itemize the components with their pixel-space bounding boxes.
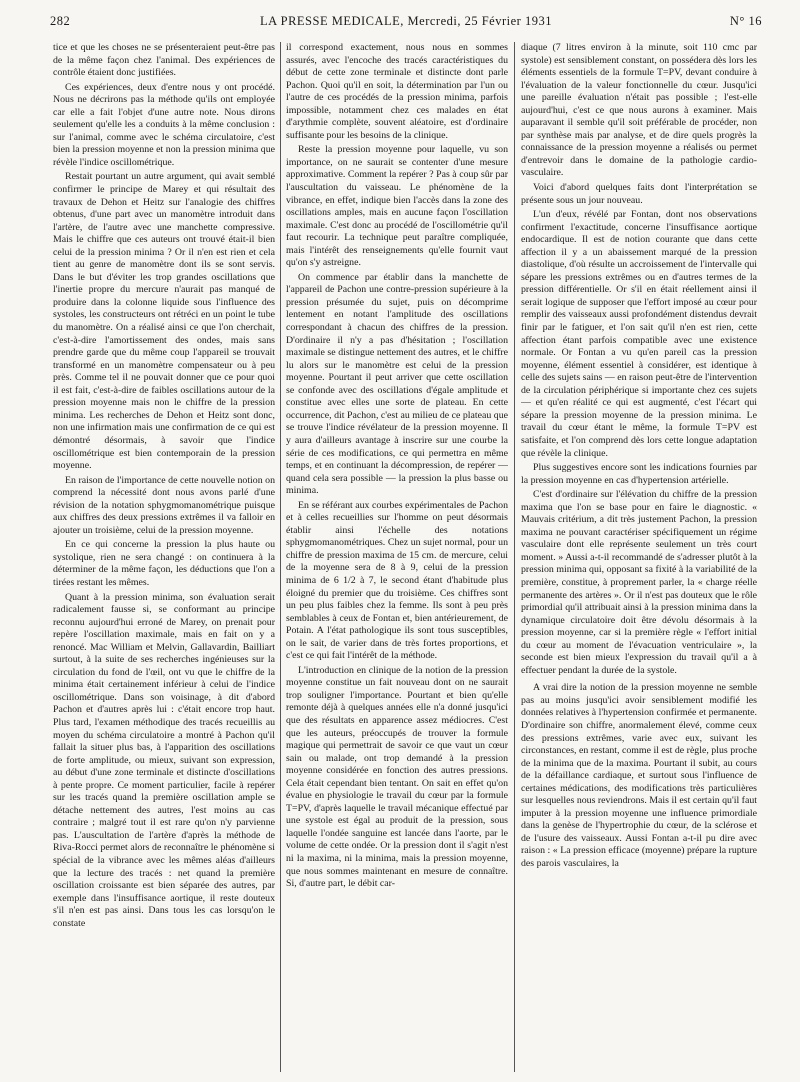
paragraph: il correspond exactement, nous nous en sommes assurés, avec l'encoche des tracés caractéristiques du début de cette zone terminale et distincte dont parle Pachon. Quoi qu'il en soit, la détermination par l'un ou l'autre de ces procédés de la pression minima, parfois impossible, notamment chez ces malades en état d'arythmie complète, souvent aléatoire, est d'ordinaire suffisante pour les besoins de la clinique. [286, 42, 508, 141]
column-divider-1 [280, 42, 281, 1072]
paragraph: En se référant aux courbes expérimentales de Pachon et à celles recueillies sur l'homme on peut désormais établir ainsi l'échelle des notations sphygmomanométriques. Chez un sujet normal, pour un chiffre de pression maxima de 15 cm. de mercure, celui de la moyenne sera de 8 à 9, celui de la pression minima de 6 1/2 à 7, le second étant d'habitude plus éloigné du premier que du troisième. Ces chiffres sont un peu plus faibles chez la femme. Ils sont à peu près semblables à ceux de Fontan et, bien antérieurement, de Potain. A l'état pathologique ils sont tous susceptibles, on le sait, de varier dans de très fortes proportions, et c'est ce qui fait l'intérêt de la méthode. [286, 499, 508, 662]
paragraph: Plus suggestives encore sont les indications fournies par la pression moyenne en cas d'hypertension artérielle. [521, 462, 757, 486]
paragraph: Quant à la pression minima, son évaluation serait radicalement fausse si, se conformant au principe reconnu aujourd'hui erroné de Marey, on prenait pour repère l'oscillation maximale, mais en fait on y a renoncé. Mac William et Melvin, Gallavardin, Bailliart surtout, à la suite de ses recherches ingénieuses sur la circulation du fond de l'œil, ont vu que le chiffre de la minima était certainement inférieur à celui de l'indice oscillométrique. Dans son voisinage, à dit d'abord Pachon et d'autres après lui : c'était encore trop haut. Plus tard, l'examen méthodique des tracés recueillis au moyen du schéma circulatoire a montré à Pachon qu'il fallait la situer plus bas, à l'apparition des oscillations de forte amplitude, ou mieux, suivant son expression, au début d'une zone terminale et distincte d'oscillations à pente propre. Ce moment particulier, facile à repérer sur les tracés quand la première oscillation ample se détache nettement des autres, l'est moins au cas contraire ; malgré tout il est rare qu'on n'y parvienne pas. L'auscultation de l'artère d'après la méthode de Riva-Rocci permet alors de reconnaître le phénomène si spécial de la vibrance avec les mêmes aléas d'ailleurs que la lecture des tracés : net quand la première oscillation croissante est bien séparée des autres, par exemple dans l'insuffisance aortique, il reste douteux s'il n'en est pas ainsi. Dans tous les cas lorsqu'on le constate [53, 591, 275, 929]
journal-title: LA PRESSE MEDICALE, Mercredi, 25 Février 1931 [260, 14, 552, 28]
paragraph: En raison de l'importance de cette nouvelle notion on comprend la nécessité dont nous avons parlé d'une révision de la notation sphygmomanométrique puisque aux chiffres des deux pressions extrêmes il va falloir en ajouter un troisième, celui de la pression moyenne. [53, 474, 275, 536]
paragraph: A vrai dire la notion de la pression moyenne ne semble pas au moins jusqu'ici avoir sensiblement modifié les données relatives à l'hypertension confirmée et permanente. D'ordinaire son chiffre, anormalement élevé, comme ceux des pressions extrêmes, varie avec eux, suivant les circonstances, en restant, comme il est de règle, plus proche de la minima que de la maxima. Pourtant il subit, au cours de la défaillance cardiaque, et surtout sous l'influence de certaines médications, des modifications très particulières sur lesquelles nous reviendrons. Mais il est certain qu'il faut imputer à la pression moyenne une influence primordiale dans la genèse de l'hypertrophie du cœur, de la sclérose et de l'usure des vaisseaux. Aussi Fontan a-t-il pu dire avec raison : « La pression efficace (moyenne) prépare la rupture des parois vasculaires, la [521, 682, 757, 869]
paragraph: tice et que les choses ne se présenteraient peut-être pas de la même façon chez l'animal. Des expériences de contrôle étaient donc justifiées. [53, 42, 275, 79]
paragraph: En ce qui concerne la pression la plus haute ou systolique, rien ne sera changé : on continuera à la déterminer de la même façon, les déductions que l'on a tirées restant les mêmes. [53, 539, 275, 588]
text-column-2 [286, 42, 508, 1077]
paragraph: Reste la pression moyenne pour laquelle, vu son importance, on ne saurait se contenter d'une mesure approximative. Comment la repérer ? Pas à coup sûr par l'auscultation du vaisseau. Le phénomène de la vibrance, en effet, indique bien l'accès dans la zone des oscillations amples, mais en aucune façon l'oscillation maximale. C'est donc au procédé de l'oscillométrie qu'il faut recourir. La technique peut paraître compliquée, mais l'intérêt des renseignements qu'elle fournit vaut qu'on s'y astreigne. [286, 144, 508, 269]
issue-number: N° 16 [729, 14, 762, 28]
paragraph: L'un d'eux, révélé par Fontan, dont nos observations confirment l'exactitude, concerne l'insuffisance aortique endocardique. Il est de notion courante que dans cette affection il y a un abaissement marqué de la pression diastolique, d'où résulte un accroissement de l'intervalle qui sépare les pressions extrêmes ou en d'autres termes de la pression différentielle. Or s'il en était réellement ainsi il serait logique de supposer que l'effort imposé au cœur pour remplir des vaisseaux aussi profondément distendus devrait finir par le fatiguer, et l'on sait qu'il n'en est rien, cette affection étant parfois compatible avec une existence normale. Or Fontan a vu qu'en pareil cas la pression moyenne, élément essentiel à considérer, est identique à celle des sujets sains — en raison peut-être de l'intervention de la circulation périphérique si importante chez ces sujets — et qu'en réalité ce qui est augmenté, c'est l'écart qui sépare la pression moyenne de la pression minima. Le travail du cœur étant le même, la formule T=PV est satisfaite, et l'on comprend dès lors cette longue adaptation que révèle la clinique. [521, 209, 757, 459]
paragraph: On commence par établir dans la manchette de l'appareil de Pachon une contre-pression supérieure à la pression présumée du sujet, puis on décomprime lentement en notant l'amplitude des oscillations correspondant à chacun des chiffres de la pression. D'ordinaire il n'y a pas d'hésitation ; l'oscillation maximale se distingue nettement des autres, et le chiffre lu alors sur le manomètre est celui de la pression moyenne. Pourtant il peut arriver que cette oscillation se confonde avec des oscillations d'égale amplitude et constitue avec elles une sorte de plateau. En cette occurrence, dit Pachon, c'est au milieu de ce plateau que se trouve l'indice révélateur de la pression moyenne. Il y aura d'ailleurs avantage à inscrire sur une courbe la série de ces modifications, ce qui permettra en même temps, et en continuant la décompression, de repérer — quand cela sera possible — la pression la plus basse ou minima. [286, 271, 508, 497]
text-column-1 [53, 42, 275, 1077]
paragraph: Ces expériences, deux d'entre nous y ont procédé. Nous ne décrirons pas la méthode qu'ils ont employée car elle a fait l'objet d'une autre note. Nous dirons seulement qu'elle les a conduits à la même conclusion : sur l'animal, comme avec le schéma circulatoire, c'est bien la pression moyenne et non la pression minima que révèle l'indice oscillométrique. [53, 81, 275, 168]
paragraph: Voici d'abord quelques faits dont l'interprétation se présente sous un jour nouveau. [521, 182, 757, 206]
page-number: 282 [50, 14, 71, 28]
paragraph: diaque (7 litres environ à la minute, soit 110 cmc par systole) est sensiblement constant, on possédera dès lors les éléments essentiels de la formule T=PV, devant conduire à l'évaluation de la valeur fonctionnelle du cœur. Jusqu'ici une pareille évaluation n'était pas possible ; l'est-elle aujourd'hui, c'est ce que nous aurons à examiner. Mais auparavant il semble qu'il soit préférable de procéder, non par synthèse mais par analyse, et de dire quels progrès la connaissance de la pression moyenne a réalisés ou permet d'entrevoir dans le domaine de la pathologie cardio-vasculaire. [521, 42, 757, 179]
paragraph: L'introduction en clinique de la notion de la pression moyenne constitue un fait nouveau dont on ne saurait trop souligner l'importance. Pourtant et bien qu'elle remonte déjà à quelques années elle n'a donné jusqu'ici que des résultats en apparence assez médiocres. C'est que les auteurs, préoccupés de trouver la formule magique qui permettrait de savoir ce que vaut un cœur sain ou malade, ont trop demandé à la pression moyenne considérée en fonction des autres pressions. Cela était cependant bien tentant. On sait en effet qu'on évalue en physiologie le travail du cœur par la formule T=PV, d'après laquelle le travail mécanique effectué par une systole est égal au produit de la pression, sous laquelle l'ondée sanguine est lancée dans l'aorte, par le volume de cette ondée. Or la pression dont il s'agit n'est ni la maxima, ni la minima, mais la pression moyenne, que nous sommes maintenant en mesure de connaître. Si, d'autre part, le débit car- [286, 664, 508, 890]
column-divider-2 [514, 42, 515, 1072]
text-column-3 [521, 42, 757, 1077]
paragraph: C'est d'ordinaire sur l'élévation du chiffre de la pression maxima que l'on se base pour en faire le diagnostic. « Mauvais critérium, a dit très justement Pachon, la pression maxima ne pouvant caractériser spécifiquement un régime vasculaire dont elle représente seulement un très court moment. » Aussi a-t-il recommandé de s'adresser plutôt à la pression minima qui, opposant sa fixité à la variabilité de la première, constitue, à proprement parler, la « charge réelle permanente des artères ». Or il n'est pas douteux que le rôle primordial qu'il attribuait ainsi à la pression minima dans la dynamique circulatoire doit être dévolu désormais à la pression moyenne, car si la première règle « l'effort initial du cœur au moment de l'évacuation ventriculaire », la seconde est bien mieux l'expression du travail qu'il a à effectuer pendant la durée de la systole. [521, 489, 757, 676]
paragraph: Restait pourtant un autre argument, qui avait semblé confirmer le principe de Marey et qui résultait des travaux de Dehon et Heitz sur l'analogie des chiffres obtenus, d'une part avec un manomètre introduit dans l'artère, de l'autre avec une manchette compressive. Mais le chiffre que ces auteurs ont trouvé était-il bien celui de la pression minima ? Or il n'en est rien et cela tient au genre de manomètre dont ils se sont servis. Dans le but d'éviter les trop grandes oscillations que l'inertie propre du mercure n'aurait pas manqué de produire dans la colonne liquide sous l'influence des systoles, les constructeurs ont rétréci en un point le tube du manomètre. On a réalisé ainsi ce que l'on cherchait, c'est-à-dire l'amortissement des ondes, mais sans prendre garde que du même coup l'appareil se trouvait transformé en un manomètre compensateur ou à peu près. Comme tel il ne pouvait donner que ce pour quoi il est fait, c'est-à-dire de faibles oscillations autour de la pression moyenne mais non le chiffre de la pression minima. Les recherches de Dehon et Heitz sont donc, non une infirmation mais une confirmation de ce qui est démontré désormais, à savoir que l'indice oscillométrique est bien contemporain de la pression moyenne. [53, 171, 275, 472]
running-header [50, 14, 762, 32]
